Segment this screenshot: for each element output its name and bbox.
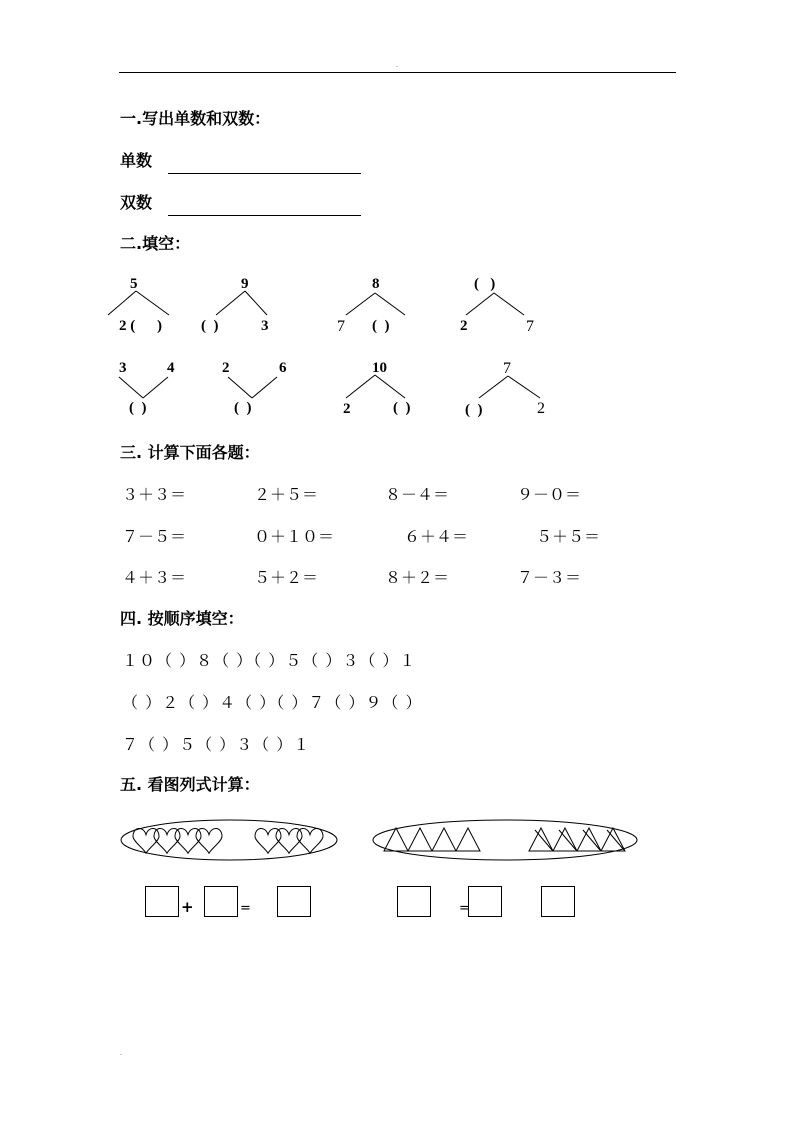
section5-title: 五. 看图列式计算：: [120, 775, 260, 794]
bond1-right: ): [157, 318, 162, 334]
equals-sign-left: =: [240, 901, 251, 916]
bond8-top: 7: [503, 360, 511, 377]
plus-sign: +: [181, 898, 194, 916]
answer-box-1[interactable]: [145, 886, 179, 917]
hearts-ellipse: [121, 820, 337, 860]
footer-dot: .: [120, 1050, 122, 1057]
bond5-left: 3: [119, 360, 127, 376]
calc-1-2: ２＋５＝: [254, 485, 319, 504]
triangles-ellipse: [373, 820, 637, 860]
sequence-row-1: １０（ ）８（ ）（ ）５（ ）３（ ）１: [122, 651, 417, 670]
answer-box-2[interactable]: [204, 886, 238, 917]
triangle-icon: [456, 828, 480, 851]
bond4-left: 2: [460, 318, 468, 334]
bond8-right: 2: [537, 400, 545, 417]
bond3-right: ( ): [372, 318, 390, 334]
bond1-top: 5: [130, 276, 138, 292]
answer-box-5[interactable]: [468, 886, 502, 917]
bond2-left: ( ): [201, 318, 219, 334]
section2-title: 二.填空：: [120, 234, 191, 253]
calc-1-3: ８－４＝: [385, 485, 450, 504]
answer-box-6[interactable]: [541, 886, 575, 917]
bond2-top: 9: [241, 276, 249, 292]
bond7-right: ( ): [393, 400, 411, 416]
bond5-right: 4: [167, 360, 175, 376]
calc-3-4: ７－３＝: [517, 568, 582, 587]
bond7-top: 10: [372, 360, 387, 376]
sequence-row-2: （ ）２（ ）４（ ）（ ）７（ ）９（ ）: [122, 693, 423, 712]
calc-2-3: ６＋４＝: [404, 527, 469, 546]
triangle-icon: [384, 828, 408, 851]
calc-2-1: ７－５＝: [122, 527, 187, 546]
bond5-bottom: ( ): [129, 400, 147, 416]
section3-title: 三. 计算下面各题：: [120, 443, 260, 462]
bond6-right: 6: [279, 360, 287, 376]
bond4-top: ( ): [474, 276, 496, 292]
bond8-left: ( ): [465, 402, 483, 418]
bond1-left: 2 (: [119, 318, 136, 334]
section1-title: 一.写出单数和双数：: [120, 109, 271, 128]
answer-box-4[interactable]: [397, 886, 431, 917]
answer-box-3[interactable]: [277, 886, 311, 917]
calc-2-2: ０＋１０＝: [254, 527, 335, 546]
calc-3-1: ４＋３＝: [122, 568, 187, 587]
calc-2-4: ５＋５＝: [536, 527, 601, 546]
calc-3-2: ５＋２＝: [254, 568, 319, 587]
sequence-row-3: ７（ ）５（ ）３（ ）１: [122, 735, 311, 754]
header-dot: .: [396, 62, 398, 69]
bond7-left: 2: [343, 401, 351, 417]
bond3-top: 8: [372, 276, 380, 292]
triangle-icon: [408, 828, 432, 851]
bond2-right: 3: [261, 318, 269, 334]
odd-label: 单数: [120, 151, 153, 170]
calc-1-4: ９－０＝: [517, 485, 582, 504]
bond6-bottom: ( ): [234, 400, 252, 416]
bond4-right: 7: [526, 318, 534, 335]
calc-1-1: ３＋３＝: [122, 485, 187, 504]
bond6-left: 2: [222, 360, 230, 376]
section4-title: 四. 按顺序填空：: [120, 609, 244, 628]
equals-sign-right: =: [459, 901, 470, 916]
even-label: 双数: [120, 193, 153, 212]
triangle-icon: [432, 828, 456, 851]
calc-3-3: ８＋２＝: [385, 568, 450, 587]
bond3-left: 7: [337, 318, 345, 335]
